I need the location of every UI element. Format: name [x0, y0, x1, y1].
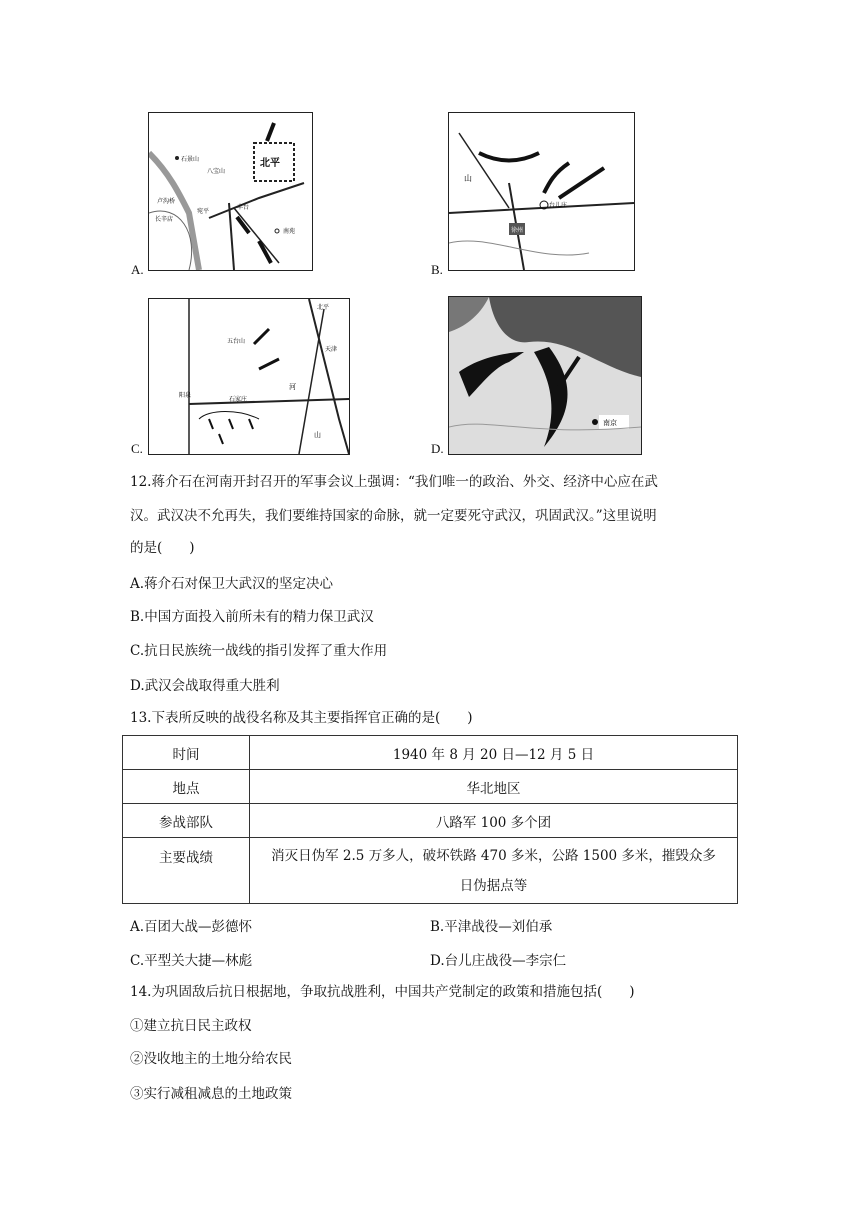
table-value-results	[250, 838, 738, 904]
svg-text:石家庄: 石家庄	[229, 396, 248, 403]
svg-text:石景山: 石景山	[181, 156, 200, 163]
svg-text:北平: 北平	[317, 304, 330, 311]
table-value-results-line-1: 消灭日伪军 2.5 万多人，破坏铁路 470 多米，公路 1500 多米，摧毁众多	[271, 847, 716, 864]
svg-text:山: 山	[464, 174, 472, 183]
svg-text:山: 山	[314, 431, 321, 439]
map-a-drawing	[149, 113, 312, 270]
table-row	[123, 838, 738, 904]
map-b-drawing	[449, 113, 634, 270]
table-row	[123, 770, 738, 804]
map-c-drawing	[149, 299, 349, 454]
svg-text:八宝山: 八宝山	[207, 168, 226, 175]
svg-text:丰台: 丰台	[237, 204, 250, 211]
q14-item-2: ②没收地主的土地分给农民	[130, 1051, 292, 1067]
svg-text:卢沟桥: 卢沟桥	[157, 198, 176, 205]
table-key-time: 时间	[123, 736, 250, 770]
q14-stem: 14.为巩固敌后抗日根据地，争取抗战胜利，中国共产党制定的政策和措施包括( )	[130, 984, 635, 1000]
q13-option-d[interactable]: D.台儿庄战役—李宗仁	[430, 953, 567, 969]
q12-stem-line-1: 12.蒋介石在河南开封召开的军事会议上强调：“我们唯一的政治、外交、经济中心应在武	[130, 474, 658, 490]
map-d-nanjing	[448, 296, 642, 455]
q14-item-3: ③实行减租减息的土地政策	[130, 1086, 292, 1102]
svg-text:宛平: 宛平	[197, 208, 210, 215]
option-b-label: B.	[431, 262, 443, 277]
option-d-label: D.	[431, 441, 444, 456]
q14-item-1: ①建立抗日民主政权	[130, 1018, 252, 1034]
q13-option-b[interactable]: B.平津战役—刘伯承	[430, 919, 553, 935]
q12-stem-line-2: 汉。武汉决不允再失，我们要维持国家的命脉，就一定要死守武汉，巩固武汉。”这里说明	[130, 508, 657, 524]
q12-option-b[interactable]: B.中国方面投入前所未有的精力保卫武汉	[130, 609, 374, 625]
table-key-results: 主要战绩	[123, 838, 250, 904]
table-value-troops: 八路军 100 多个团	[250, 804, 738, 838]
table-row	[123, 736, 738, 770]
table-value-place: 华北地区	[250, 770, 738, 804]
table-key-troops: 参战部队	[123, 804, 250, 838]
svg-text:南京: 南京	[603, 419, 617, 427]
svg-text:南苑: 南苑	[283, 228, 296, 235]
svg-text:长辛店: 长辛店	[155, 216, 174, 223]
table-value-results-line-2: 日伪据点等	[459, 877, 528, 894]
svg-text:徐州: 徐州	[511, 227, 524, 234]
map-d-drawing	[449, 297, 641, 454]
q13-option-c[interactable]: C.平型关大捷—林彪	[130, 953, 253, 969]
q13-stem: 13.下表所反映的战役名称及其主要指挥官正确的是( )	[130, 710, 473, 726]
option-c-label: C.	[131, 441, 143, 456]
map-a-beiping	[148, 112, 313, 271]
q13-option-a[interactable]: A.百团大战—彭德怀	[130, 919, 253, 935]
svg-text:五台山: 五台山	[227, 338, 246, 345]
option-a-label: A.	[131, 262, 144, 277]
table-value-time: 1940 年 8 月 20 日—12 月 5 日	[250, 736, 738, 770]
battle-table	[122, 735, 738, 904]
q12-option-c[interactable]: C.抗日民族统一战线的指引发挥了重大作用	[130, 643, 388, 659]
table-key-place: 地点	[123, 770, 250, 804]
svg-text:阳泉: 阳泉	[179, 392, 192, 399]
svg-text:河: 河	[289, 383, 296, 391]
map-b-xuzhou	[448, 112, 635, 271]
q12-option-a[interactable]: A.蒋介石对保卫大武汉的坚定决心	[130, 576, 334, 592]
table-row	[123, 804, 738, 838]
map-c-huabei	[148, 298, 350, 455]
q12-stem-line-3: 的是( )	[130, 540, 195, 556]
svg-text:台儿庄: 台儿庄	[549, 202, 568, 209]
q12-option-d[interactable]: D.武汉会战取得重大胜利	[130, 678, 280, 694]
svg-text:天津: 天津	[325, 346, 338, 353]
map-a-beiping-text: 北平	[260, 158, 280, 169]
